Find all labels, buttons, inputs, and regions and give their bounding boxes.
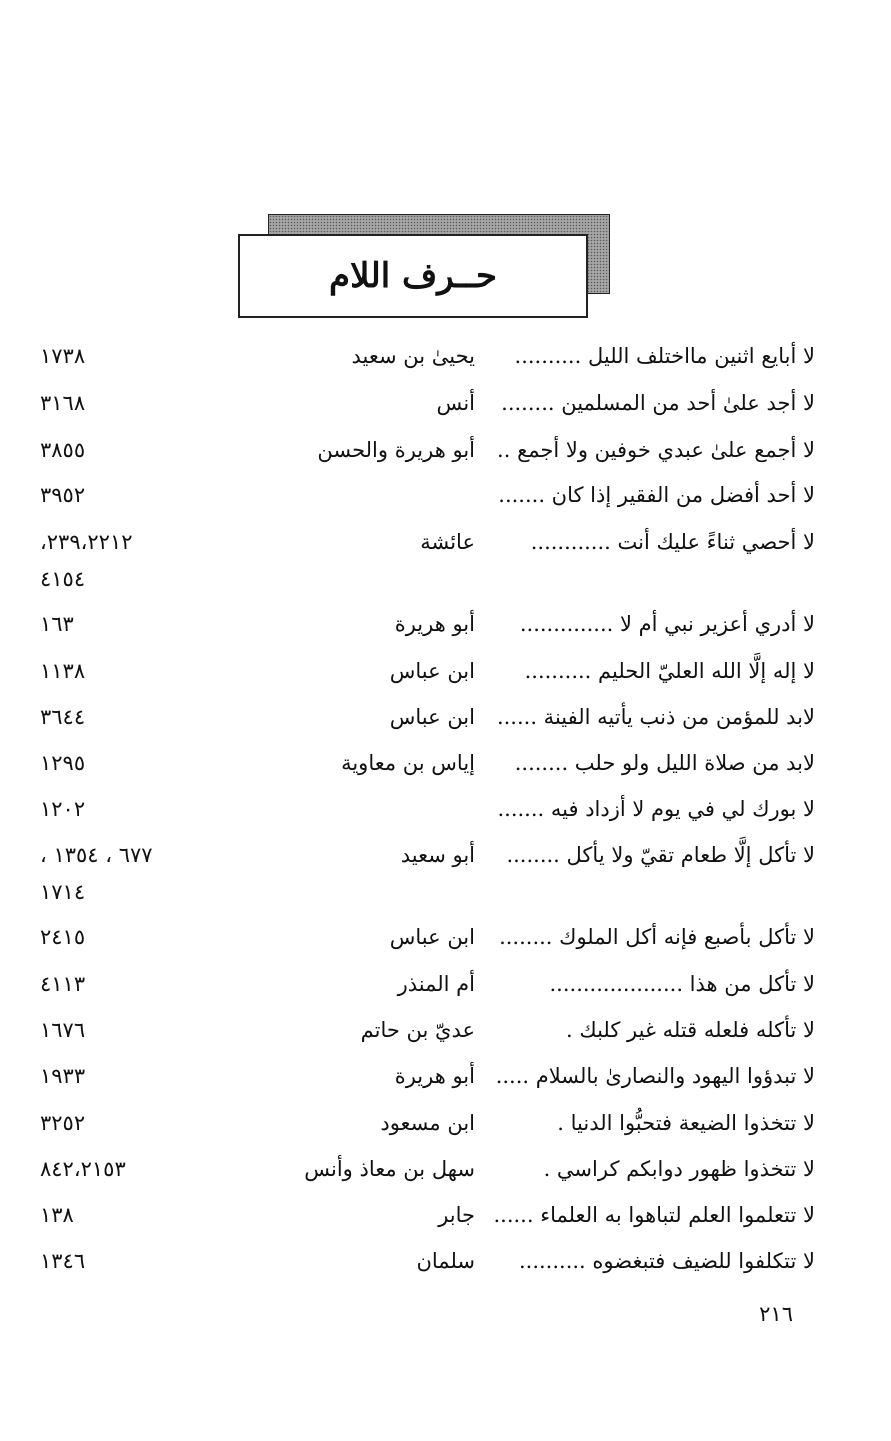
index-row bbox=[40, 1153, 815, 1185]
hadith-reference-numbers: ١٦٣ bbox=[40, 612, 74, 636]
narrator-name: عديّ بن حاتم bbox=[360, 1018, 475, 1042]
hadith-text: لا تتخذوا الضيعة فتحبُّوا الدنيا . bbox=[557, 1111, 815, 1135]
narrator-name: أبو هريرة bbox=[394, 1064, 475, 1088]
hadith-text: لا بورك لي في يوم لا أزداد فيه ....... bbox=[497, 797, 815, 821]
hadith-text: لا أحد أفضل من الفقير إذا كان ....... bbox=[498, 483, 815, 507]
hadith-reference-numbers: ١٦٧٦ bbox=[40, 1018, 86, 1042]
narrator-name: أبو سعيد bbox=[400, 843, 475, 867]
narrator-name: أم المنذر bbox=[397, 972, 475, 996]
hadith-reference-numbers: ٨٤٢،٢١٥٣ bbox=[40, 1157, 126, 1181]
index-row bbox=[40, 1107, 815, 1139]
hadith-text: لا تبدؤوا اليهود والنصارىٰ بالسلام ..... bbox=[495, 1064, 815, 1088]
hadith-reference-numbers: ٣٦٤٤ bbox=[40, 705, 86, 729]
page-number: ٢١٦ bbox=[759, 1302, 793, 1326]
narrator-name: إياس بن معاوية bbox=[341, 751, 475, 775]
hadith-reference-numbers: ٣٢٥٢ bbox=[40, 1111, 86, 1135]
hadith-reference-numbers: ٢٤١٥ bbox=[40, 925, 86, 949]
index-row bbox=[40, 1245, 815, 1277]
index-row bbox=[40, 479, 815, 511]
hadith-text: لا تتعلموا العلم لتباهوا به العلماء ...... bbox=[493, 1203, 815, 1227]
hadith-reference-numbers: ١٢٠٢ bbox=[40, 797, 86, 821]
index-row bbox=[40, 608, 815, 640]
narrator-name: ابن عباس bbox=[389, 705, 475, 729]
index-row bbox=[40, 1199, 815, 1231]
narrator-name: ابن عباس bbox=[389, 659, 475, 683]
hadith-reference-numbers: ٣٩٥٢ bbox=[40, 483, 86, 507]
narrator-name: يحيىٰ بن سعيد bbox=[351, 344, 475, 368]
hadith-reference-numbers: ١٢٩٥ bbox=[40, 751, 86, 775]
hadith-text: لا تأكل إلَّا طعام تقيّ ولا يأكل ........ bbox=[506, 843, 815, 867]
index-row bbox=[40, 340, 815, 372]
index-row bbox=[40, 839, 815, 904]
index-row bbox=[40, 526, 815, 591]
hadith-reference-numbers: ٦٧٧ ، ١٣٥٤ ، bbox=[40, 843, 153, 867]
hadith-reference-numbers: ١٣٨ bbox=[40, 1203, 74, 1227]
hadith-text: لابد من صلاة الليل ولو حلب ........ bbox=[514, 751, 815, 775]
index-row bbox=[40, 434, 815, 466]
narrator-name: سلمان bbox=[416, 1249, 475, 1273]
hadith-text: لا إله إلَّا الله العليّ الحليم .......... bbox=[524, 659, 815, 683]
header-title-box bbox=[238, 234, 588, 318]
narrator-name: أبو هريرة والحسن bbox=[317, 438, 475, 462]
hadith-reference-numbers: ٤١١٣ bbox=[40, 972, 86, 996]
narrator-name: أبو هريرة bbox=[394, 612, 475, 636]
narrator-name: سهل بن معاذ وأنس bbox=[304, 1157, 475, 1181]
hadith-reference-numbers: ٣٨٥٥ bbox=[40, 438, 86, 462]
hadith-reference-numbers-continued: ٤١٥٤ bbox=[40, 567, 86, 591]
hadith-text: لابد للمؤمن من ذنب يأتيه الفينة ...... bbox=[496, 705, 815, 729]
index-row bbox=[40, 387, 815, 419]
hadith-reference-numbers: ٢٣٩،٢٢١٢، bbox=[40, 530, 133, 554]
hadith-text: لا أجد علىٰ أحد من المسلمين ........ bbox=[501, 391, 815, 415]
index-row bbox=[40, 747, 815, 779]
index-row bbox=[40, 793, 815, 825]
hadith-reference-numbers: ١١٣٨ bbox=[40, 659, 86, 683]
hadith-text: لا تتخذوا ظهور دوابكم كراسي . bbox=[543, 1157, 815, 1181]
hadith-text: لا أدري أعزير نبي أم لا .............. bbox=[519, 612, 815, 636]
hadith-text: لا أبايع اثنين مااختلف الليل .......... bbox=[514, 344, 815, 368]
index-row bbox=[40, 1060, 815, 1092]
hadith-reference-numbers: ٣١٦٨ bbox=[40, 391, 86, 415]
index-row bbox=[40, 1014, 815, 1046]
narrator-name: جابر bbox=[438, 1203, 475, 1227]
index-row bbox=[40, 701, 815, 733]
hadith-reference-numbers-continued: ١٧١٤ bbox=[40, 880, 86, 904]
narrator-name: أنس bbox=[436, 391, 475, 415]
hadith-reference-numbers: ١٩٣٣ bbox=[40, 1064, 86, 1088]
hadith-reference-numbers: ١٣٤٦ bbox=[40, 1249, 86, 1273]
hadith-text: لا أحصي ثناءً عليك أنت ............ bbox=[530, 530, 815, 554]
narrator-name: عائشة bbox=[420, 530, 475, 554]
hadith-text: لا تأكله فلعله قتله غير كلبك . bbox=[566, 1018, 815, 1042]
section-title: حــرف اللام bbox=[329, 256, 497, 296]
hadith-reference-numbers: ١٧٣٨ bbox=[40, 344, 86, 368]
index-row bbox=[40, 921, 815, 953]
hadith-text: لا تتكلفوا للضيف فتبغضوه .......... bbox=[518, 1249, 815, 1273]
index-row bbox=[40, 968, 815, 1000]
hadith-text: لا تأكل من هذا .................... bbox=[549, 972, 815, 996]
index-row bbox=[40, 655, 815, 687]
hadith-text: لا أجمع علىٰ عبدي خوفين ولا أجمع .. bbox=[497, 438, 815, 462]
hadith-text: لا تأكل بأصبع فإنه أكل الملوك ........ bbox=[499, 925, 815, 949]
narrator-name: ابن مسعود bbox=[380, 1111, 475, 1135]
narrator-name: ابن عباس bbox=[389, 925, 475, 949]
section-header bbox=[238, 214, 612, 318]
